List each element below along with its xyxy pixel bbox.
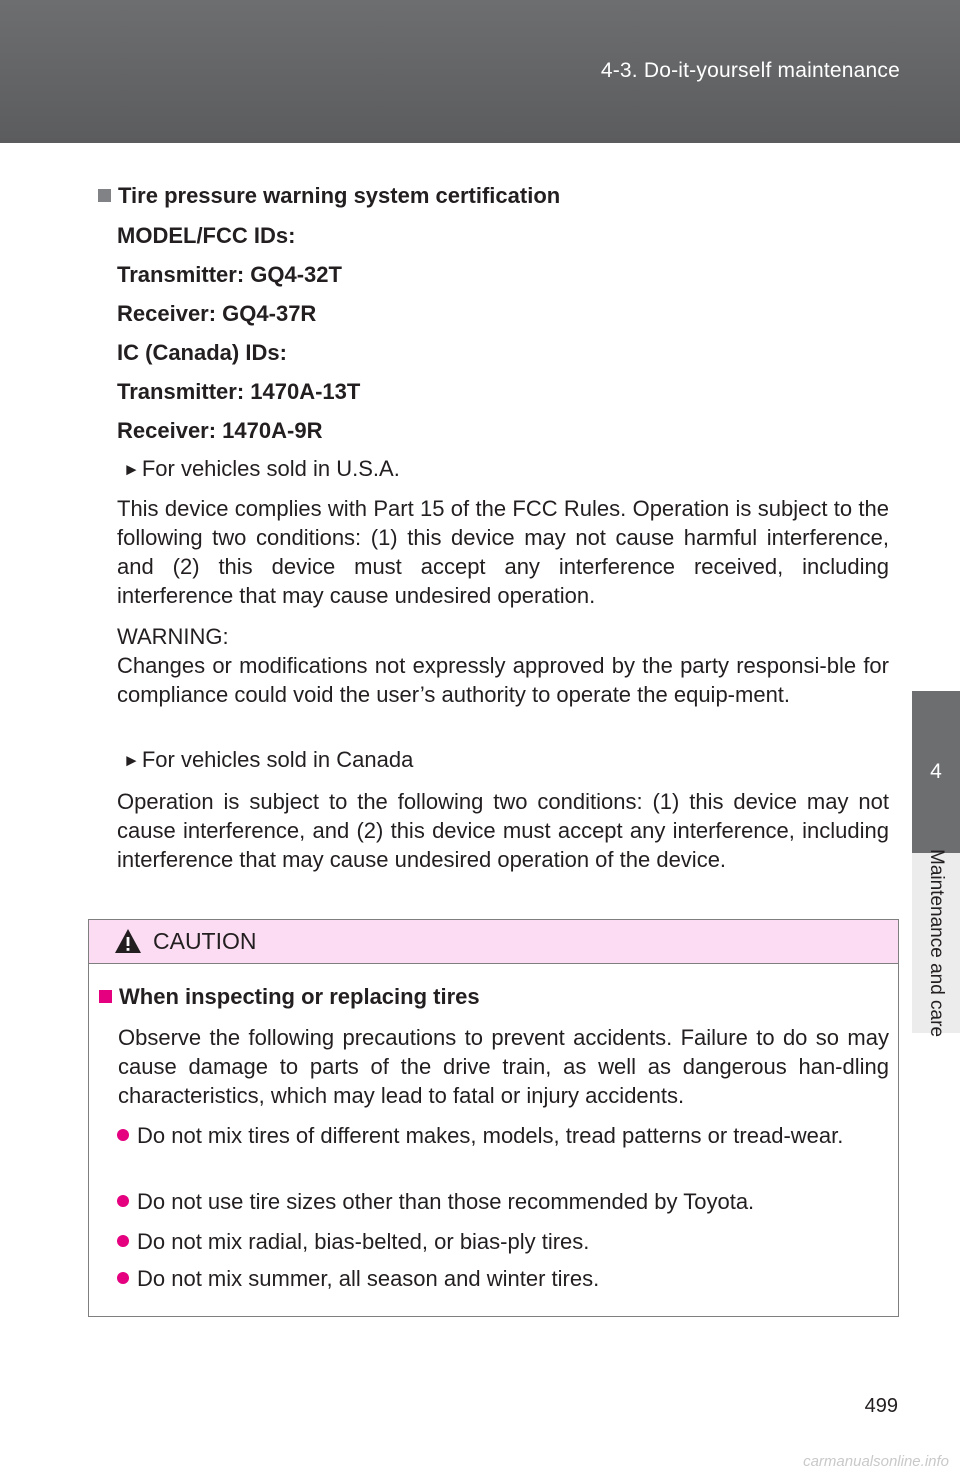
section-heading: Tire pressure warning system certification bbox=[98, 183, 560, 209]
bullet-dot-icon bbox=[117, 1129, 129, 1141]
arrow-right-icon: ► bbox=[123, 460, 140, 479]
chapter-number-tab: 4 bbox=[912, 691, 960, 853]
warning-label: WARNING: bbox=[117, 624, 229, 649]
canada-label: ►For vehicles sold in Canada bbox=[123, 747, 414, 772]
page-number: 499 bbox=[864, 1395, 898, 1417]
list-item: Do not mix tires of different makes, models, tread patterns or tread-wear. bbox=[117, 1121, 889, 1150]
bullet-dot-icon bbox=[117, 1195, 129, 1207]
arrow-right-icon: ► bbox=[123, 751, 140, 770]
list-item: Do not use tire sizes other than those recommended by Toyota. bbox=[117, 1187, 889, 1216]
list-item: Do not mix radial, bias-belted, or bias-ply tires. bbox=[117, 1227, 889, 1256]
caution-text: Observe the following precautions to prevent accidents. Failure to do so may cause damage to parts of the drive train, as well as dangerous han-dling characteristics, which may lead to fatal or injury accidents. bbox=[118, 1025, 889, 1108]
chapter-title-tab bbox=[912, 848, 960, 1038]
warning-text: Changes or modifications not expressly approved by the party responsi-ble for compliance could void the user’s authority to operate the equip-ment. bbox=[117, 653, 889, 707]
caution-header bbox=[89, 920, 898, 964]
chapter-title: Maintenance and care bbox=[926, 848, 947, 1038]
usa-text: This device complies with Part 15 of the FCC Rules. Operation is subject to the following two conditions: (1) this device may not cause harmful interference, and (2) this device must accept any interference received, including interference that may cause undesired operation. bbox=[117, 496, 889, 608]
id-line: Receiver: GQ4-37R bbox=[117, 301, 317, 326]
id-line: Transmitter: GQ4-32T bbox=[117, 262, 342, 287]
caution-title: CAUTION bbox=[153, 928, 257, 954]
canada-text: Operation is subject to the following two conditions: (1) this device may not cause interference, and (2) this device must accept any interference, including interference that may cause undesired operation of the device. bbox=[117, 789, 889, 872]
caution-box bbox=[88, 919, 899, 1317]
caution-heading: When inspecting or replacing tires bbox=[99, 984, 480, 1010]
watermark: carmanualsonline.info bbox=[803, 1453, 949, 1470]
section-title: 4-3. Do-it-yourself maintenance bbox=[600, 59, 900, 82]
square-bullet-icon bbox=[98, 189, 111, 202]
id-line: Transmitter: 1470A-13T bbox=[117, 379, 361, 404]
bullet-dot-icon bbox=[117, 1272, 129, 1284]
square-bullet-icon bbox=[99, 990, 112, 1003]
list-item: Do not mix summer, all season and winter tires. bbox=[117, 1264, 889, 1293]
usa-label: ►For vehicles sold in U.S.A. bbox=[123, 456, 400, 481]
id-line: Receiver: 1470A-9R bbox=[117, 418, 323, 443]
id-line: MODEL/FCC IDs: bbox=[117, 223, 296, 248]
bullet-dot-icon bbox=[117, 1235, 129, 1247]
warning-triangle-icon bbox=[114, 928, 142, 954]
id-line: IC (Canada) IDs: bbox=[117, 340, 287, 365]
header-band bbox=[0, 0, 960, 143]
